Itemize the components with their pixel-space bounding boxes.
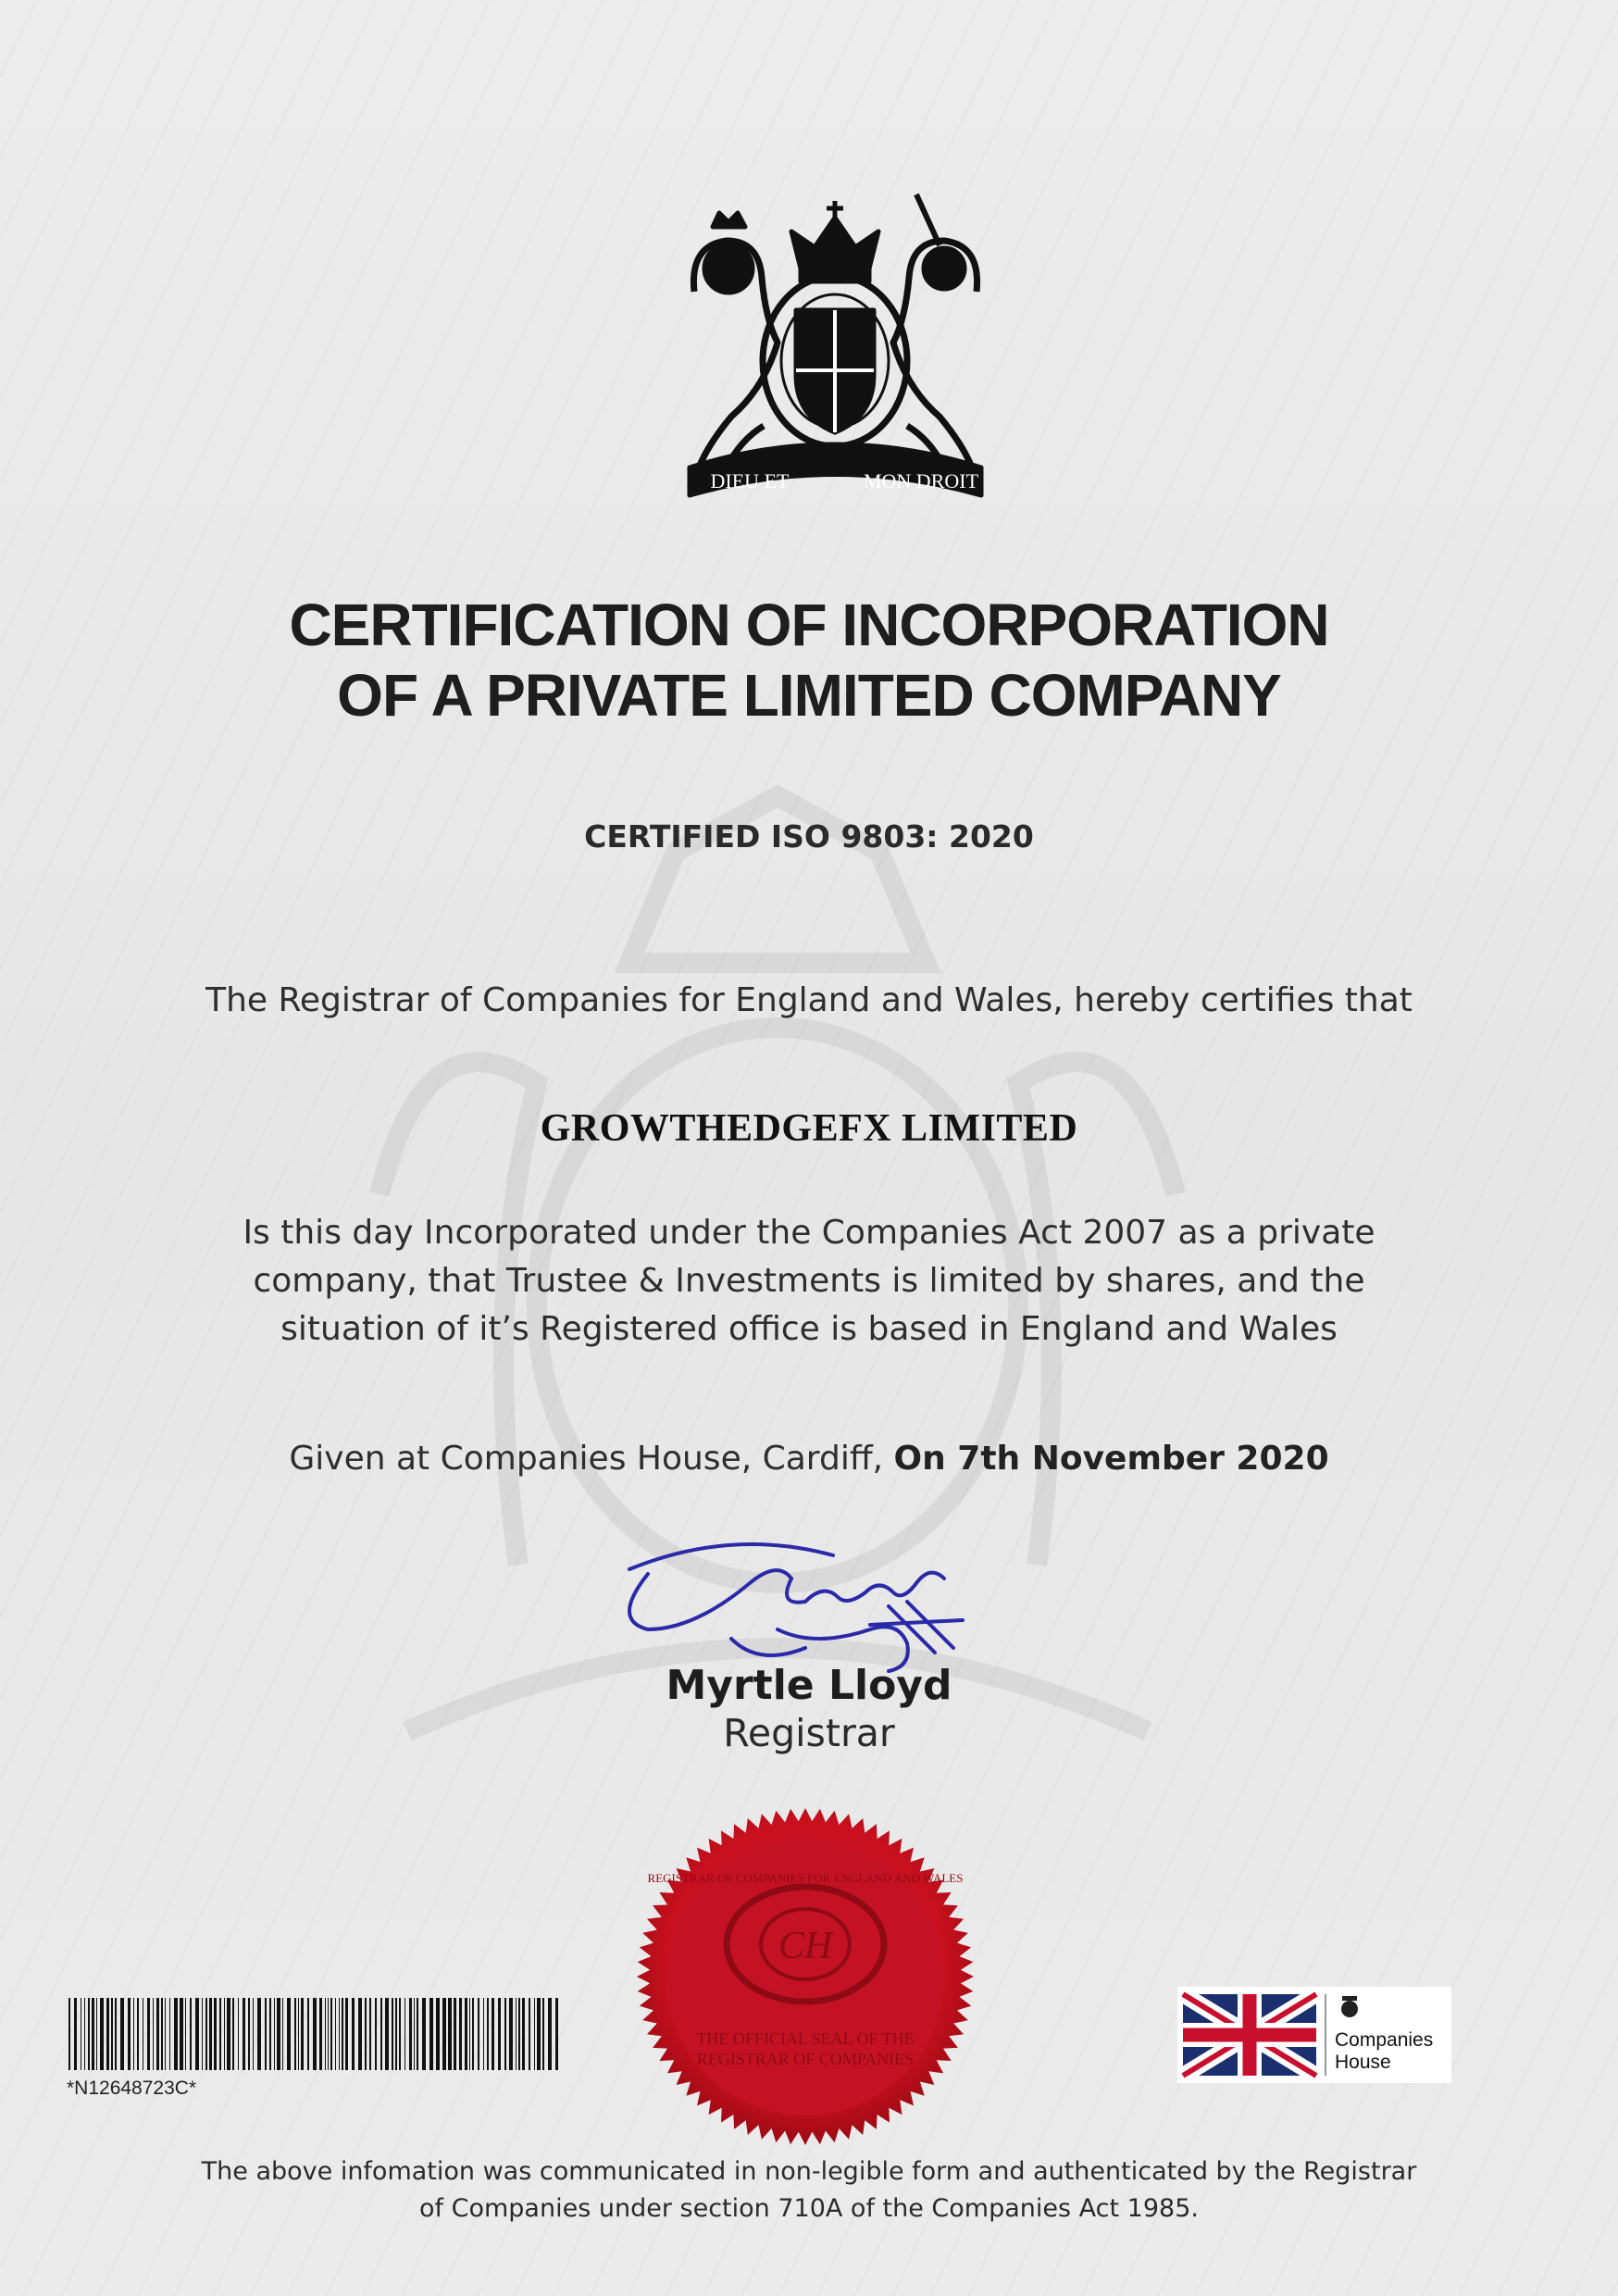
barcode-bar <box>190 1998 192 2070</box>
barcode-bar <box>516 1998 517 2070</box>
barcode-bar <box>147 1998 150 2070</box>
footer-line2: of Companies under section 710A of the Companies Act 1985. <box>419 2194 1199 2223</box>
barcode-bar <box>429 1998 433 2070</box>
barcode-bar <box>243 1998 245 2070</box>
barcode-bar <box>68 1998 70 2070</box>
barcode-bar <box>504 1998 506 2070</box>
body-line: company, that Trustee & Investments is limited by shares, and the <box>253 1262 1365 1300</box>
barcode-bar <box>328 1998 329 2070</box>
barcode-bar <box>534 1998 535 2070</box>
barcode-bar <box>248 1998 250 2070</box>
barcode-bar <box>380 1998 382 2070</box>
barcode-bar <box>202 1998 203 2070</box>
barcode-bar <box>180 1998 183 2070</box>
crest-motto-right: MON DROIT <box>863 469 979 493</box>
barcode-bar <box>509 1998 513 2070</box>
barcode-bar <box>269 1998 271 2070</box>
barcode-bar <box>365 1998 367 2070</box>
barcode-bar <box>385 1998 389 2070</box>
barcode-bar <box>548 1998 552 2070</box>
barcode-bar <box>492 1998 494 2070</box>
barcode-bar <box>483 1998 484 2070</box>
barcode-bar <box>325 1998 326 2070</box>
given-prefix: Given at Companies House, Cardiff, <box>289 1440 894 1478</box>
barcode-bar <box>399 1998 401 2070</box>
barcode-bar <box>469 1998 470 2070</box>
barcode-bar <box>120 1998 124 2070</box>
barcode-bar <box>375 1998 377 2070</box>
seal-ring-text: REGISTRAR OF COMPANIES FOR ENGLAND AND WALES <box>647 1871 964 1885</box>
barcode-bar <box>339 1998 340 2070</box>
footer-note <box>0 2153 1618 2227</box>
barcode-bar <box>115 1998 117 2070</box>
barcode-bar <box>165 1998 166 2070</box>
barcode-bar <box>287 1998 291 2070</box>
barcode-icon <box>68 1998 559 2070</box>
given-at <box>0 1440 1618 1478</box>
certificate-title-line2: OF A PRIVATE LIMITED COMPANY <box>337 662 1281 729</box>
footer-line1: The above infomation was communicated in non-legible form and authenticated by the Registrar <box>201 2157 1417 2186</box>
official-seal-icon <box>634 1805 977 2148</box>
companies-house-logo <box>1177 1987 1451 2083</box>
barcode-bar <box>335 1998 336 2070</box>
barcode-bar <box>529 1998 530 2070</box>
barcode-bar <box>253 1998 254 2070</box>
barcode-bar <box>409 1998 412 2070</box>
barcode-bar <box>472 1998 474 2070</box>
barcode-bar <box>369 1998 371 2070</box>
barcode-bar <box>282 1998 283 2070</box>
barcode-bar <box>161 1998 163 2070</box>
barcode-bar <box>436 1998 440 2070</box>
barcode-bar <box>106 1998 109 2070</box>
barcode-bar <box>133 1998 134 2070</box>
barcode-bar <box>404 1998 405 2070</box>
barcode-bar <box>257 1998 261 2070</box>
certificate-title-line1: CERTIFICATION OF INCORPORATION <box>289 592 1329 658</box>
barcode-bar <box>277 1998 280 2070</box>
barcode-bar <box>74 1998 77 2070</box>
barcode-bar <box>209 1998 212 2070</box>
barcode-bar <box>96 1998 97 2070</box>
given-date: On 7th November 2020 <box>893 1440 1329 1478</box>
companies-house-name-line1: Companies <box>1335 2029 1434 2051</box>
barcode-bar <box>224 1998 225 2070</box>
barcode-bar <box>214 1998 217 2070</box>
barcode-bar <box>414 1998 415 2070</box>
company-name: GROWTHEDGEFX LIMITED <box>540 1107 1078 1150</box>
barcode-bar <box>227 1998 230 2070</box>
barcode-bar <box>537 1998 541 2070</box>
barcode-bar <box>88 1998 90 2070</box>
barcode-bar <box>542 1998 544 2070</box>
seal-lower-text-line1: THE OFFICIAL SEAL OF THE <box>696 2029 915 2048</box>
barcode-bar <box>417 1998 418 2070</box>
barcode-bar <box>498 1998 501 2070</box>
barcode-bar <box>169 1998 170 2070</box>
barcode-bar <box>137 1998 139 2070</box>
barcode-bar <box>232 1998 234 2070</box>
barcode-bar <box>555 1998 558 2070</box>
barcode-bar <box>392 1998 393 2070</box>
barcode-bar <box>307 1998 309 2070</box>
companies-house-name-line2: House <box>1335 2052 1391 2073</box>
barcode-bar <box>294 1998 296 2070</box>
barcode-bar <box>478 1998 479 2070</box>
barcode-bar <box>205 1998 207 2070</box>
iso-certification: CERTIFIED ISO 9803: 2020 <box>584 818 1034 855</box>
barcode-bar <box>84 1998 85 2070</box>
barcode-bar <box>345 1998 348 2070</box>
barcode-bar <box>274 1998 275 2070</box>
barcode-bar <box>185 1998 186 2070</box>
barcode-bar <box>238 1998 239 2070</box>
barcode-bar <box>518 1998 520 2070</box>
barcode-bar <box>342 1998 343 2070</box>
barcode-bar <box>111 1998 113 2070</box>
barcode-number: *N12648723C* <box>67 2078 197 2099</box>
barcode-bar <box>195 1998 199 2070</box>
crest-motto-left: DIEU ET <box>710 469 790 493</box>
signer-name: Myrtle Lloyd <box>666 1662 952 1709</box>
barcode-bar <box>358 1998 362 2070</box>
barcode-bar <box>422 1998 426 2070</box>
body-line: situation of it’s Registered office is based in England and Wales <box>280 1310 1338 1348</box>
barcode-bar <box>156 1998 159 2070</box>
companies-house-name <box>1335 2029 1433 2074</box>
barcode-bar <box>465 1998 467 2070</box>
barcode-bar <box>459 1998 462 2070</box>
barcode-bar <box>487 1998 489 2070</box>
barcode-bar <box>100 1998 104 2070</box>
body-text <box>0 1209 1618 1354</box>
barcode-bar <box>219 1998 221 2070</box>
barcode-bar <box>298 1998 299 2070</box>
barcode-bar <box>128 1998 131 2070</box>
barcode-bar <box>448 1998 452 2070</box>
barcode-bar <box>522 1998 525 2070</box>
barcode-bar <box>454 1998 456 2070</box>
barcode-bar <box>174 1998 178 2070</box>
barcode-bar <box>319 1998 322 2070</box>
barcode-bar <box>330 1998 332 2070</box>
signer-role: Registrar <box>723 1711 895 1755</box>
barcode-bar <box>395 1998 397 2070</box>
barcode-bar <box>153 1998 154 2070</box>
barcode-bar <box>265 1998 267 2070</box>
crest-small-icon <box>1341 1996 1358 2017</box>
barcode-bar <box>92 1998 94 2070</box>
intro-text: The Registrar of Companies for England and Wales, hereby certifies that <box>205 981 1413 1019</box>
seal-lower-text-line2: REGISTRAR OF COMPANIES <box>696 2050 915 2068</box>
barcode-bar <box>352 1998 355 2070</box>
seal-monogram: CH <box>778 1925 833 1967</box>
body-line: Is this day Incorporated under the Companies Act 2007 as a private <box>243 1214 1375 1252</box>
barcode-bar <box>313 1998 317 2070</box>
barcode-bar <box>442 1998 446 2070</box>
barcode-bar <box>301 1998 304 2070</box>
royal-coat-of-arms-icon <box>662 190 1009 509</box>
